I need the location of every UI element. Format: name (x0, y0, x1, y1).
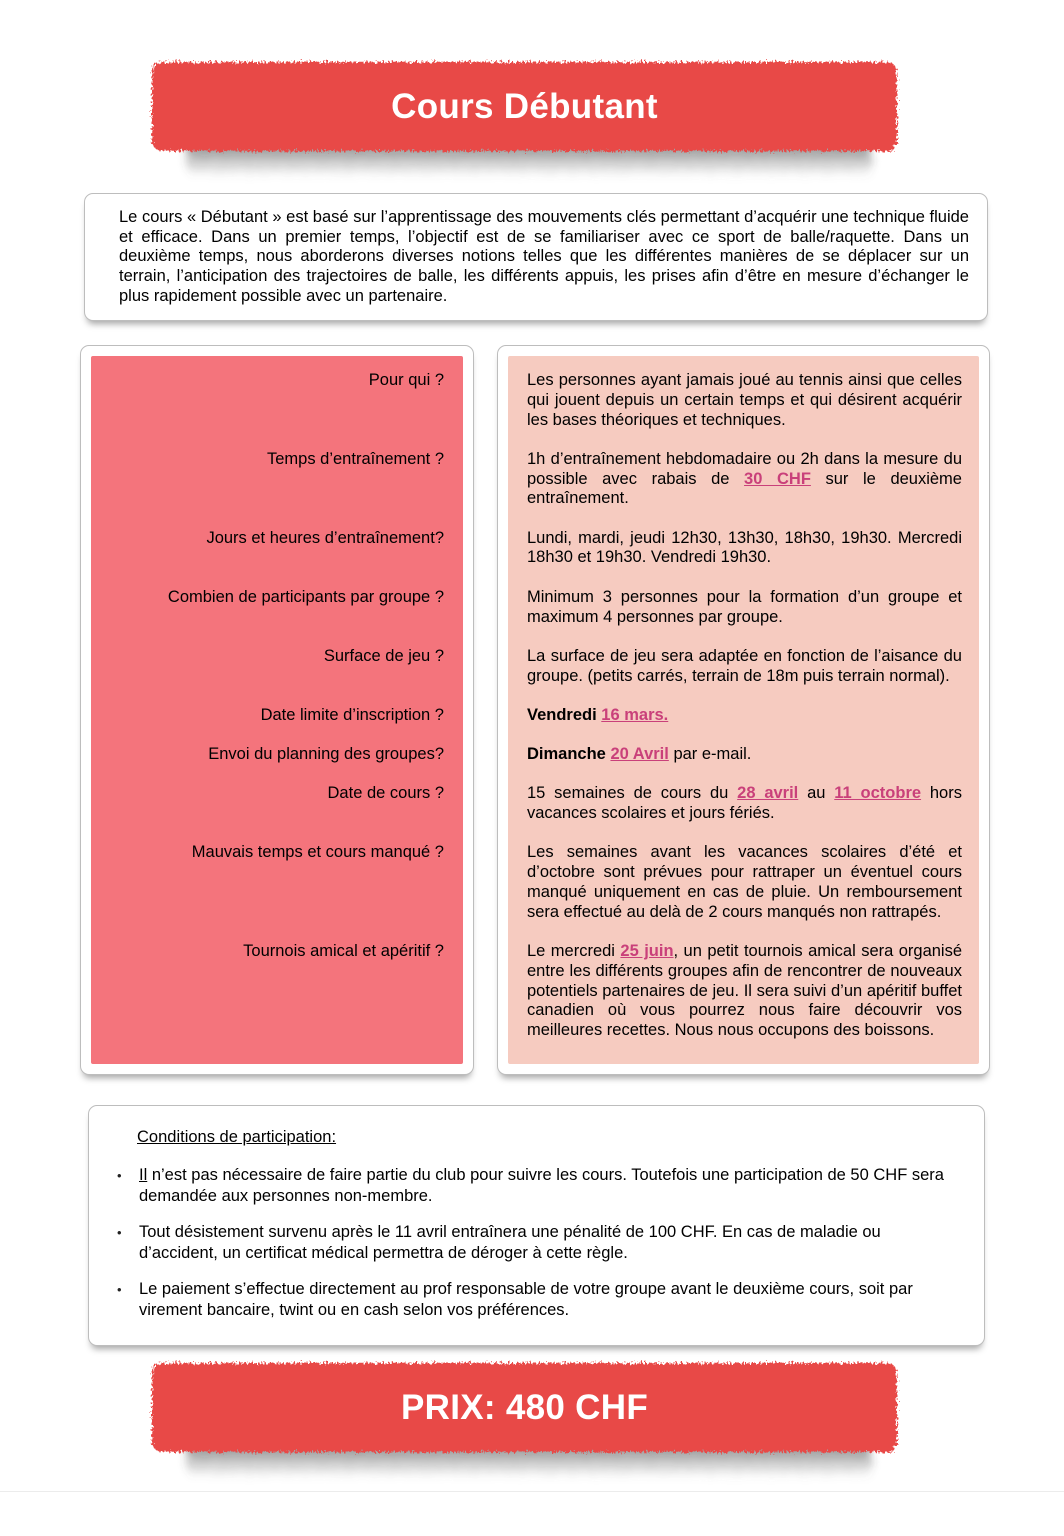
conditions-card (88, 1105, 985, 1346)
question-label: Date de cours ? (327, 784, 444, 803)
question-label: Envoi du planning des groupes? (208, 745, 444, 764)
conditions-title: Conditions de participation: (137, 1128, 337, 1146)
bullet-icon: • (117, 1224, 122, 1240)
conditions-bullet-list (117, 1165, 964, 1321)
question-label: Tournois amical et apéritif ? (243, 942, 444, 961)
question-label: Date limite d’inscription ? (260, 705, 444, 724)
bullet-icon: • (117, 1168, 122, 1183)
answer-text (497, 706, 990, 726)
intro-text: Le cours « Débutant » est basé sur l’apprentissage des mouvements clés permettant d’acquérir une technique fluide et efficace. Dans un premier temps, l’objectif est de se familiariser avec ce sport de balle/raquette. Dans un deuxième temps, nous aborderons diverses notions telles que les différentes manières de se déplacer sur un terrain, l’anticipation des trajectoires de balle, les différents appuis, les prises afin d’être en mesure d’échanger le plus rapidement possible avec un partenaire. (119, 208, 969, 305)
bullet-text (139, 1279, 964, 1321)
text-segment: par e-mail. (668, 745, 752, 764)
answer-text (497, 371, 990, 430)
text-segment: Les semaines avant les vacances scolaires d’été et d’octobre sont prévues pour rattraper un éventuel cours manqué uniquement en cas de pluie. Un remboursement sera effectué au delà de 2 cours manqués non rattrapés. (527, 843, 962, 921)
answer-text (497, 529, 990, 569)
answer-text (497, 784, 990, 824)
text-segment: Les personnes ayant jamais joué au tennis ainsi que celles qui jouent depuis un certain temps et qui désirent acquérir les bases théoriques et techniques. (527, 371, 962, 429)
answer-text (497, 745, 990, 765)
inline-link[interactable]: 30 CHF (744, 469, 811, 488)
text-segment: Vendredi (527, 705, 602, 724)
answer-text (497, 647, 990, 687)
answer-text (497, 843, 990, 922)
inline-link[interactable]: 16 mars. (601, 705, 669, 724)
list-item (117, 1222, 964, 1264)
answer-text (497, 450, 990, 509)
course-title-banner (152, 62, 897, 151)
inline-link[interactable]: 11 octobre (834, 784, 922, 803)
text-segment: , un petit tournois amical sera organisé entre les différents groupes afin de rencontrer de nouveaux potentiels partenaires de jeu. Il sera suivi d’un apéritif buffet canadien où vous pourrez nous faire découvrir vos meilleures recettes. Nous nous occupons des boissons. (527, 942, 963, 1040)
intro-card (84, 193, 988, 321)
text-segment: 1h d’entraînement hebdomadaire ou 2h dans la mesure du possible avec rabais de (527, 449, 962, 488)
question-label: Temps d’entraînement ? (266, 449, 444, 468)
inline-link[interactable]: 25 juin (620, 942, 674, 961)
bullet-text (139, 1165, 964, 1207)
list-item (117, 1279, 964, 1321)
text-segment: 15 semaines de cours du (527, 784, 738, 803)
answer-text (497, 588, 990, 628)
text-segment: Tout désistement survenu après le 11 avril entraînera une pénalité de 100 CHF. En cas de maladie ou d’accident, un certificat médical permettra de déroger à cette règle. (139, 1222, 881, 1262)
text-segment: Il (139, 1166, 148, 1184)
question-label: Pour qui ? (368, 371, 444, 389)
page-edge-line (0, 1491, 1064, 1492)
inline-link[interactable]: 20 Avril (610, 745, 669, 764)
question-label: Surface de jeu ? (323, 646, 444, 665)
text-segment: au (798, 784, 835, 803)
text-segment: Lundi, mardi, jeudi 12h30, 13h30, 18h30, 19h30. Mercredi 18h30 et 19h30. Vendredi 19h30. (527, 528, 962, 567)
question-label: Jours et heures d’entraînement? (206, 528, 444, 547)
price-banner (152, 1363, 897, 1452)
answer-text (497, 942, 990, 1041)
question-label: Mauvais temps et cours manqué ? (191, 843, 444, 862)
text-segment: n’est pas nécessaire de faire partie du club pour suivre les cours. Toutefois une participation de 50 CHF sera demandée aux personnes non-membre. (139, 1166, 944, 1205)
price-label: PRIX: 480 CHF (400, 1388, 649, 1427)
text-segment: Le mercredi (527, 942, 621, 961)
page-title: Cours Débutant (391, 87, 658, 126)
text-segment: Dimanche (527, 745, 611, 764)
text-segment: hors vacances scolaires et jours fériés. (527, 784, 962, 823)
inline-link[interactable]: 28 avril (737, 784, 799, 803)
text-segment: sur le deuxième entraînement. (527, 469, 962, 508)
bullet-text (139, 1222, 964, 1264)
text-segment: Le paiement s’effectue directement au prof responsable de votre groupe avant le deuxième cours, soit par virement bancaire, twint ou en cash selon vos préférences. (139, 1279, 913, 1319)
text-segment: Minimum 3 personnes pour la formation d’un groupe et maximum 4 personnes par groupe. (527, 587, 962, 626)
qa-section (80, 345, 990, 1075)
bullet-icon: • (117, 1281, 122, 1297)
list-item (117, 1165, 964, 1207)
qa-grid (80, 345, 990, 1075)
question-label: Combien de participants par groupe ? (167, 587, 444, 606)
text-segment: La surface de jeu sera adaptée en fonction de l’aisance du groupe. (petits carrés, terrain de 18m puis terrain normal). (527, 646, 962, 685)
